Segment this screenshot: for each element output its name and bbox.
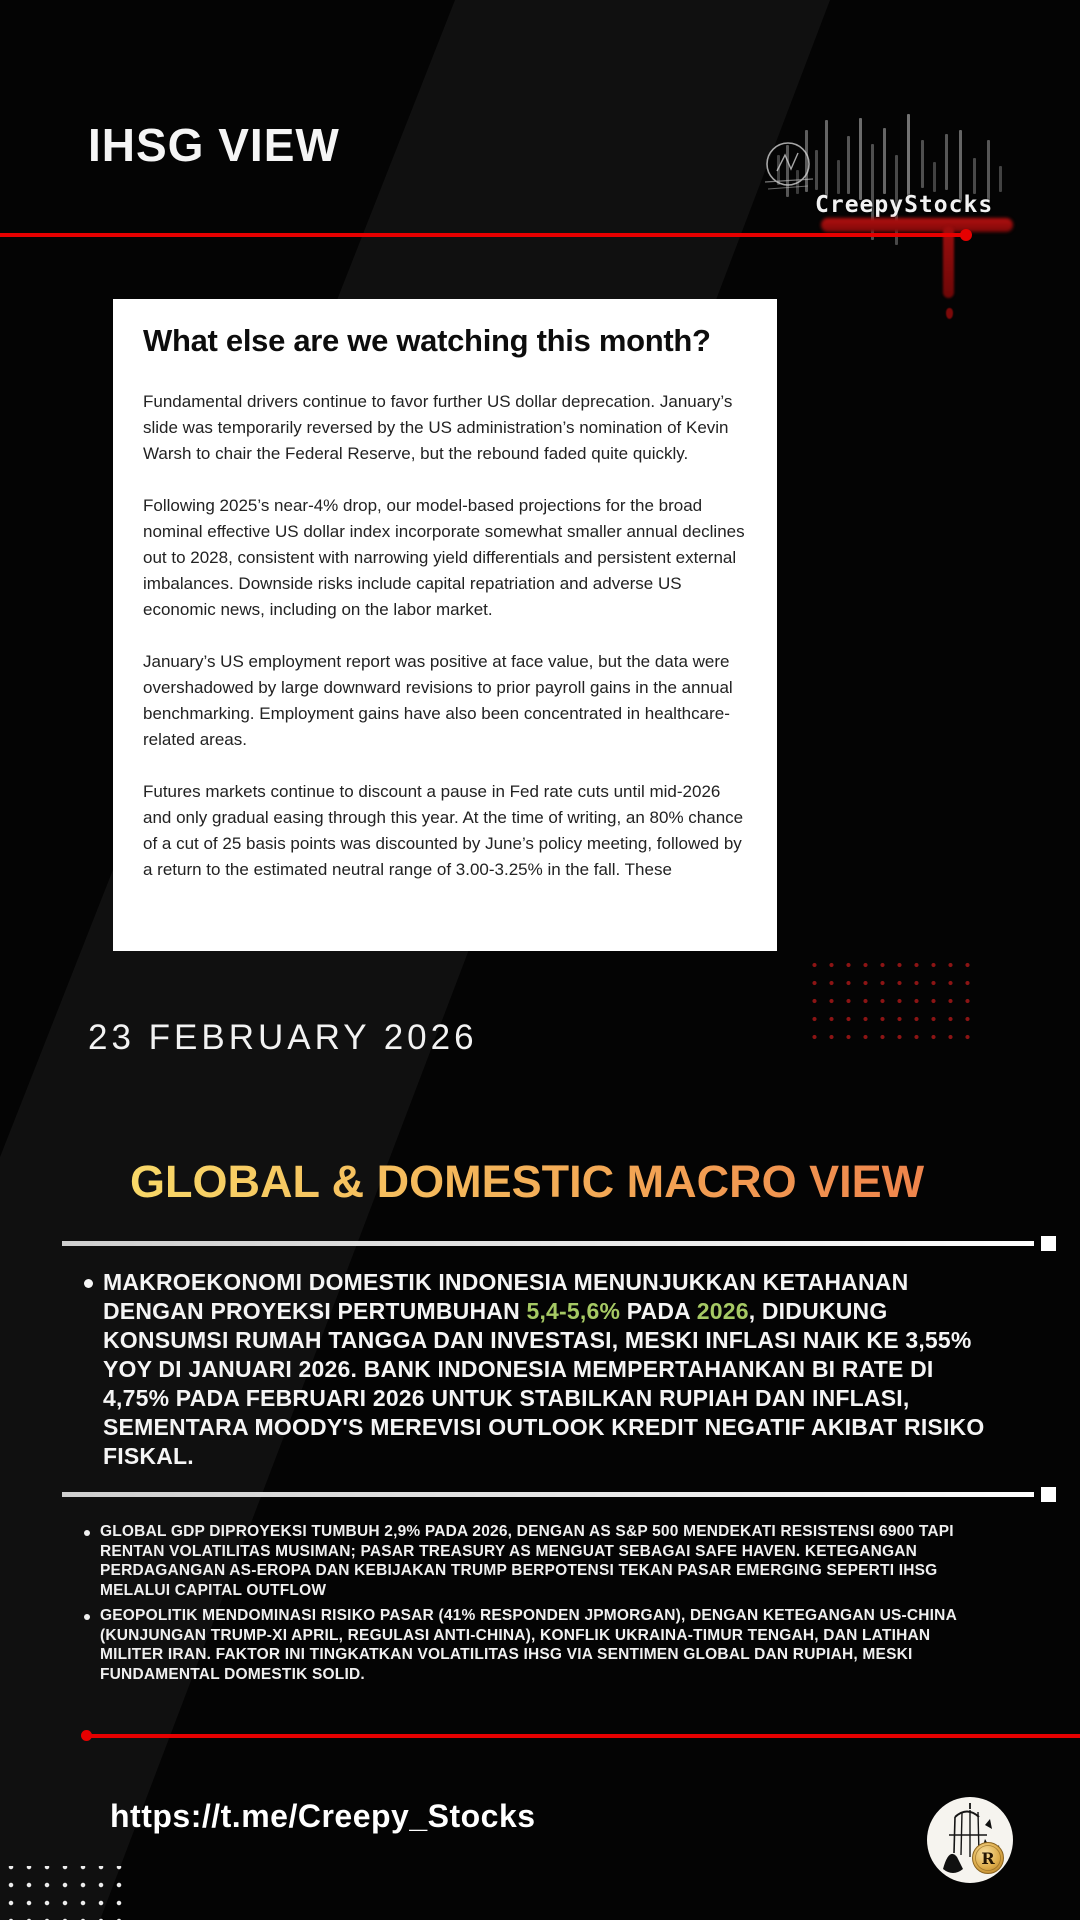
date-label: 23 FEBRUARY 2026 xyxy=(88,1018,478,1057)
sketch-emblem-icon xyxy=(761,138,819,196)
bullet-marker xyxy=(84,1530,90,1536)
red-dot-grid-decoration xyxy=(806,956,982,1052)
bullet-marker xyxy=(84,1614,90,1620)
blood-smear-decoration xyxy=(821,218,1013,232)
footer-red-divider xyxy=(86,1734,1080,1738)
page-title: IHSG VIEW xyxy=(88,119,340,171)
header-red-divider-endpoint xyxy=(960,229,972,241)
article-paragraph-3: January’s US employment report was positive at face value, but the data were overshadowed by large downward revisions to prior payroll gains in the annual benchmarking. Employment gains have also been concentrated in healthcare-related areas. xyxy=(143,652,733,749)
article-paragraph-2: Following 2025’s near-4% drop, our model-based projections for the broad nominal effective US dollar index incorporate somewhat smaller annual declines out to 2028, consistent with narrowing yield differentials and persistent external imbalances. Downside risks include capital repatriation and adverse US economic news, including on the labor market. xyxy=(143,496,745,619)
white-dot-grid-decoration xyxy=(0,1866,124,1920)
section-divider-top xyxy=(62,1241,1034,1246)
domestic-macro-bullet xyxy=(84,1268,1000,1471)
coin-letter: R xyxy=(981,1849,995,1868)
article-heading: What else are we watching this month? xyxy=(143,323,711,358)
telegram-link[interactable]: https://t.me/Creepy_Stocks xyxy=(110,1798,536,1834)
brand-wordmark: CreepyStocks xyxy=(815,192,994,218)
section-title: GLOBAL & DOMESTIC MACRO VIEW xyxy=(130,1156,990,1208)
divider-endcap-square xyxy=(1041,1487,1056,1502)
creepy-stocks-emblem xyxy=(925,1795,1015,1885)
divider-endcap-square xyxy=(1041,1236,1056,1251)
article-card xyxy=(113,299,777,951)
article-paragraph-1: Fundamental drivers continue to favor further US dollar deprecation. January’s slide was temporarily reversed by the US administration’s nomination of Kevin Warsh to chair the Federal Reserve, but the rebound faded quite quickly. xyxy=(143,392,733,463)
bullet-marker xyxy=(84,1279,93,1288)
section-divider-bottom xyxy=(62,1492,1034,1497)
global-macro-list xyxy=(84,1522,964,1690)
list-item xyxy=(84,1606,964,1684)
header-red-divider xyxy=(0,233,966,237)
global-macro-text-2: GEOPOLITIK MENDOMINASI RISIKO PASAR (41% RESPONDEN JPMORGAN), DENGAN KETEGANGAN US-CHINA (KUNJUNGAN TRUMP-XI APRIL, REGULASI ANTI-CHINA), KONFLIK UKRAINA-TIMUR TENGAH, DAN LATIHAN MILITER IRAN. FAKTOR INI TINGKATKAN VOLATILITAS IHSG VIA SENTIMEN GLOBAL DAN RUPIAH, MESKI FUNDAMENTAL DOMESTIK SOLID. xyxy=(100,1607,957,1683)
domestic-macro-text: MAKROEKONOMI DOMESTIK INDONESIA MENUNJUKKAN KETAHANAN DENGAN PROYEKSI PERTUMBUHAN 5,4-5,6% PADA 2026, DIDUKUNG KONSUMSI RUMAH TANGGA DAN INVESTASI, MESKI INFLASI NAIK KE 3,55% YOY DI JANUARI 2026. BANK INDONESIA MEMPERTAHANKAN BI RATE DI 4,75% PADA FEBRUARI 2026 UNTUK STABILKAN RUPIAH DAN INFLASI, SEMENTARA MOODY'S MEREVISI OUTLOOK KREDIT NEGATIF AKIBAT RISIKO FISKAL. xyxy=(103,1269,985,1469)
article-paragraph-4: Futures markets continue to discount a pause in Fed rate cuts until mid-2026 and only gradual easing through this year. At the time of writing, an 80% chance of a cut of 25 basis points was discounted by June’s policy meeting, followed by a return to the estimated neutral range of 3.00-3.25% in the fall. These xyxy=(143,782,744,879)
creepystocks-logo xyxy=(765,100,1025,250)
list-item xyxy=(84,1522,964,1600)
blood-drop-decoration xyxy=(946,308,953,319)
footer-red-divider-endpoint xyxy=(81,1730,92,1741)
global-macro-text-1: GLOBAL GDP DIPROYEKSI TUMBUH 2,9% PADA 2026, DENGAN AS S&P 500 MENDEKATI RESISTENSI 6900 TAPI RENTAN VOLATILITAS MUSIMAN; PASAR TREASURY AS MENGUAT SEBAGAI SAFE HAVEN. KETEGANGAN PERDAGANGAN AS-EROPA DAN KEBIJAKAN TRUMP BERPOTENSI TEKAN PASAR EMERGING SEPERTI IHSG MELALUI CAPITAL OUTFLOW xyxy=(100,1523,954,1599)
